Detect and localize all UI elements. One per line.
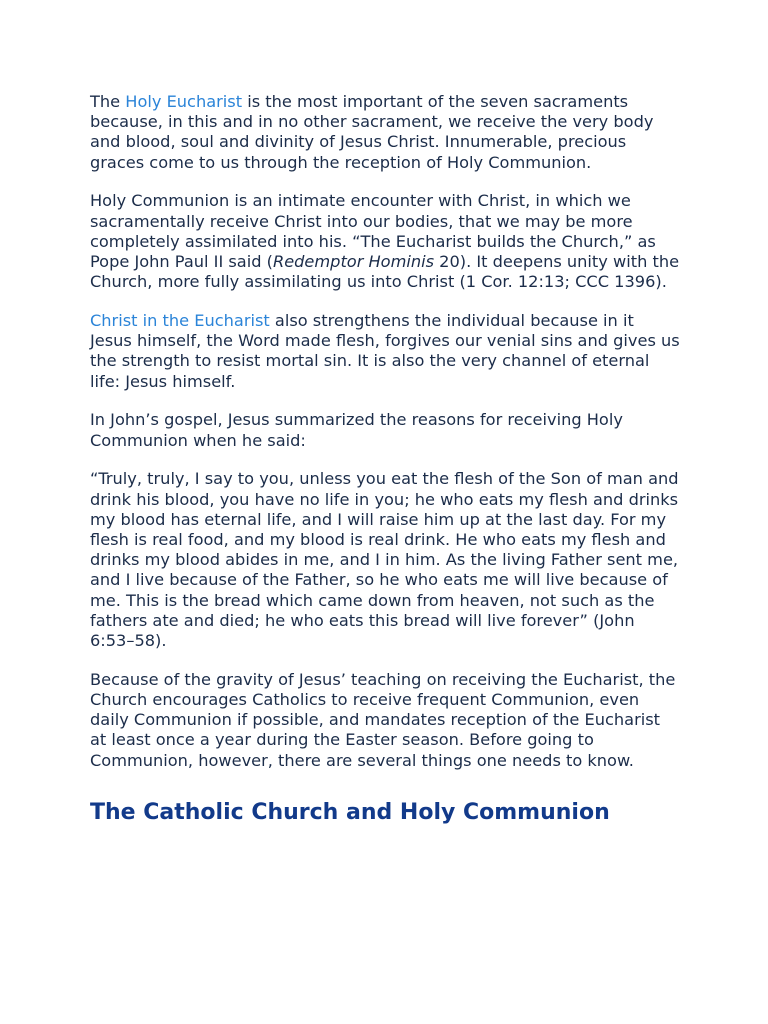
paragraph-1 — [90, 92, 680, 173]
p2-text-after: 20). It deepens unity with the Church, more fully assimilating us into Christ (1 Cor. 12:13; CCC 1396). — [90, 252, 680, 292]
p1-text-before: The — [90, 92, 126, 111]
christ-in-the-eucharist-link[interactable]: Christ in the Eucharist — [90, 311, 270, 331]
paragraph-5-quote: “Truly, truly, I say to you, unless you eat the flesh of the Son of man and drink his blood, you have no life in you; he who eats my flesh and drinks my blood has eternal life, and I will raise him up at the last day. For my flesh is real food, and my blood is real drink. He who eats my flesh and drinks my blood abides in me, and I in him. As the living Father sent me, and I live because of the Father, so he who eats me will live because of me. This is the bread which came down from heaven, not such as the fathers ate and died; he who eats this bread will live forever” (John 6:53–58). — [90, 469, 679, 651]
p2-text-before: Holy Communion is an intimate encounter with Christ, in which we sacramentally receive Christ into our bodies, that we may be more completely assimilated into his. “The Eucharist builds the Church,” as Pope John Paul II said ( — [90, 191, 656, 272]
paragraph-6: Because of the gravity of Jesus’ teaching on receiving the Eucharist, the Church encourages Catholics to receive frequent Communion, even daily Communion if possible, and mandates reception of the Eucharist at least once a year during the Easter season. Before going to Communion, however, there are several things one needs to know. — [90, 669, 676, 770]
paragraph-2 — [90, 191, 680, 292]
p1-text-after: is the most important of the seven sacraments because, in this and in no other sacrament, we receive the very body and blood, soul and divinity of Jesus Christ. Innumerable, precious graces come to us through the reception of Holy Communion. — [90, 92, 654, 172]
article-body — [90, 92, 680, 827]
paragraph-4: In John’s gospel, Jesus summarized the reasons for receiving Holy Communion when he said: — [90, 410, 623, 450]
paragraph-3 — [90, 311, 680, 392]
redemptor-hominis-title: Redemptor Hominis — [272, 252, 435, 272]
section-heading: The Catholic Church and Holy Communion — [90, 799, 610, 825]
p3-text-after: also strengthens the individual because in it Jesus himself, the Word made flesh, forgives our venial sins and gives us the strength to resist mortal sin. It is also the very channel of eternal life: Jesus himself. — [90, 311, 680, 391]
holy-eucharist-link[interactable]: Holy Eucharist — [125, 92, 243, 111]
